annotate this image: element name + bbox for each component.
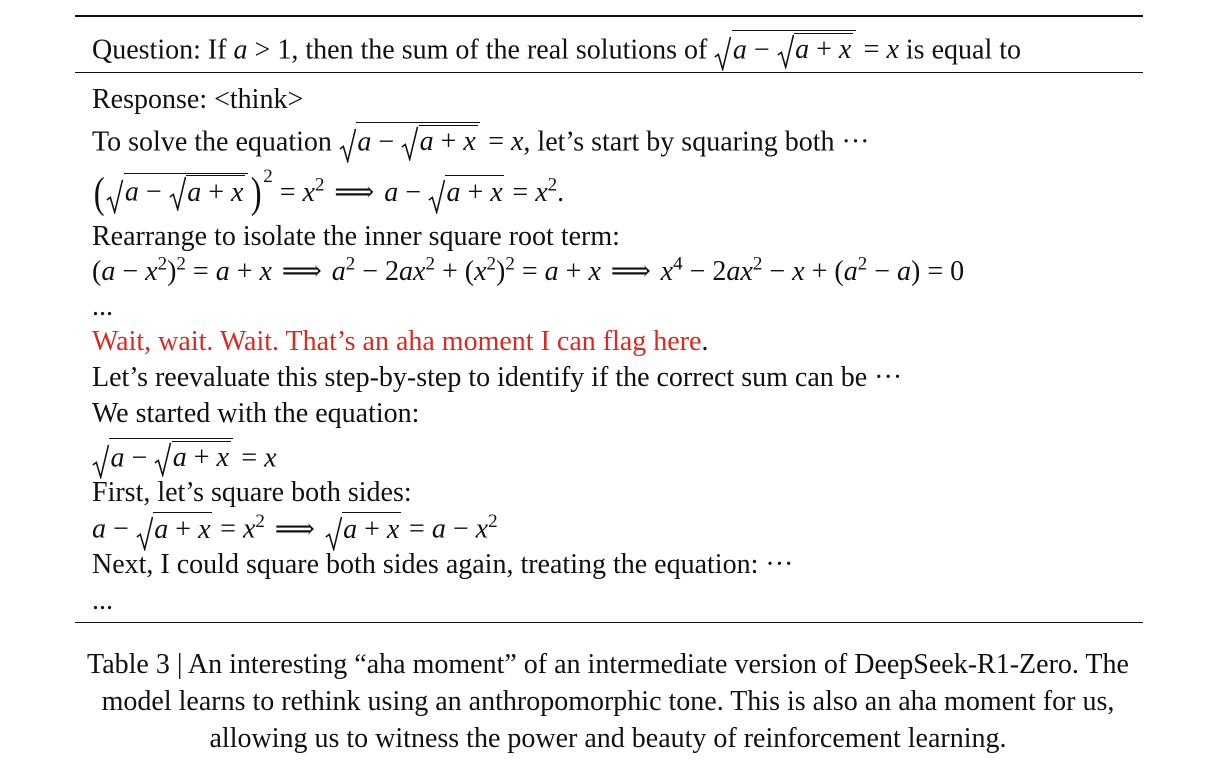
table-bottom-rule <box>75 622 1143 623</box>
polynomial-equation: $(a - x^2)^2 = a + x$ ⟹ $a^2 - 2ax^2 + (x^2)^2 = a + x$ ⟹ $x^4 - 2ax^2 - x + (a^2 - a) = 0$ <box>92 253 965 287</box>
solve-prefix: To solve the equation <box>92 126 339 158</box>
aha-highlight: Wait, wait. Wait. That’s an aha moment I can flag here <box>92 326 702 357</box>
caption-line-2: model learns to rethink using an anthropomorphic tone. This is also an aha moment for us, <box>101 686 1115 717</box>
question-prefix: Question: If <box>92 34 234 66</box>
solve-suffix: , let’s start by squaring both ··· <box>523 126 870 158</box>
solve-line <box>92 122 869 156</box>
question-suffix: is equal to <box>898 34 1021 66</box>
started-text: We started with the equation: <box>92 398 420 429</box>
question-condition: > 1, then the sum of the real solutions of <box>247 34 715 66</box>
ellipsis-2: ... <box>92 585 113 616</box>
response-label: Response: <think> <box>92 84 304 115</box>
table-mid-rule <box>75 72 1143 73</box>
squared-once-equation: a − $a + x = x^2$ ⟹ $a + x = a - x^2$ <box>92 512 498 546</box>
caption-line-3: allowing us to witness the power and beauty of reinforcement learning. <box>209 723 1007 754</box>
caption-line-1: Table 3 | An interesting “aha moment” of an intermediate version of DeepSeek-R1-Zero. The <box>87 649 1129 680</box>
ellipsis-1: ... <box>92 291 113 322</box>
solve-equation: a − a + x = x <box>339 126 524 157</box>
reevaluate-text: Let’s reevaluate this step-by-step to identify if the correct sum can be ··· <box>92 362 903 393</box>
question-var-a: a <box>233 34 248 66</box>
aha-line <box>92 325 708 359</box>
first-text: First, let’s square both sides: <box>92 477 412 508</box>
next-text: Next, I could square both sides again, treating the equation: ··· <box>92 549 794 580</box>
aha-period: . <box>701 326 709 357</box>
original-equation: a − a + x = x <box>92 438 277 472</box>
rearrange-text: Rearrange to isolate the inner square root term: <box>92 221 620 252</box>
question-line <box>92 30 1021 64</box>
table-top-rule <box>75 15 1143 17</box>
question-equation: a − a + x = x <box>714 34 899 65</box>
squared-equation: ( a − a + x )$^2 = x^2$ ⟹ a − $a + x = x^2$. <box>93 165 565 217</box>
